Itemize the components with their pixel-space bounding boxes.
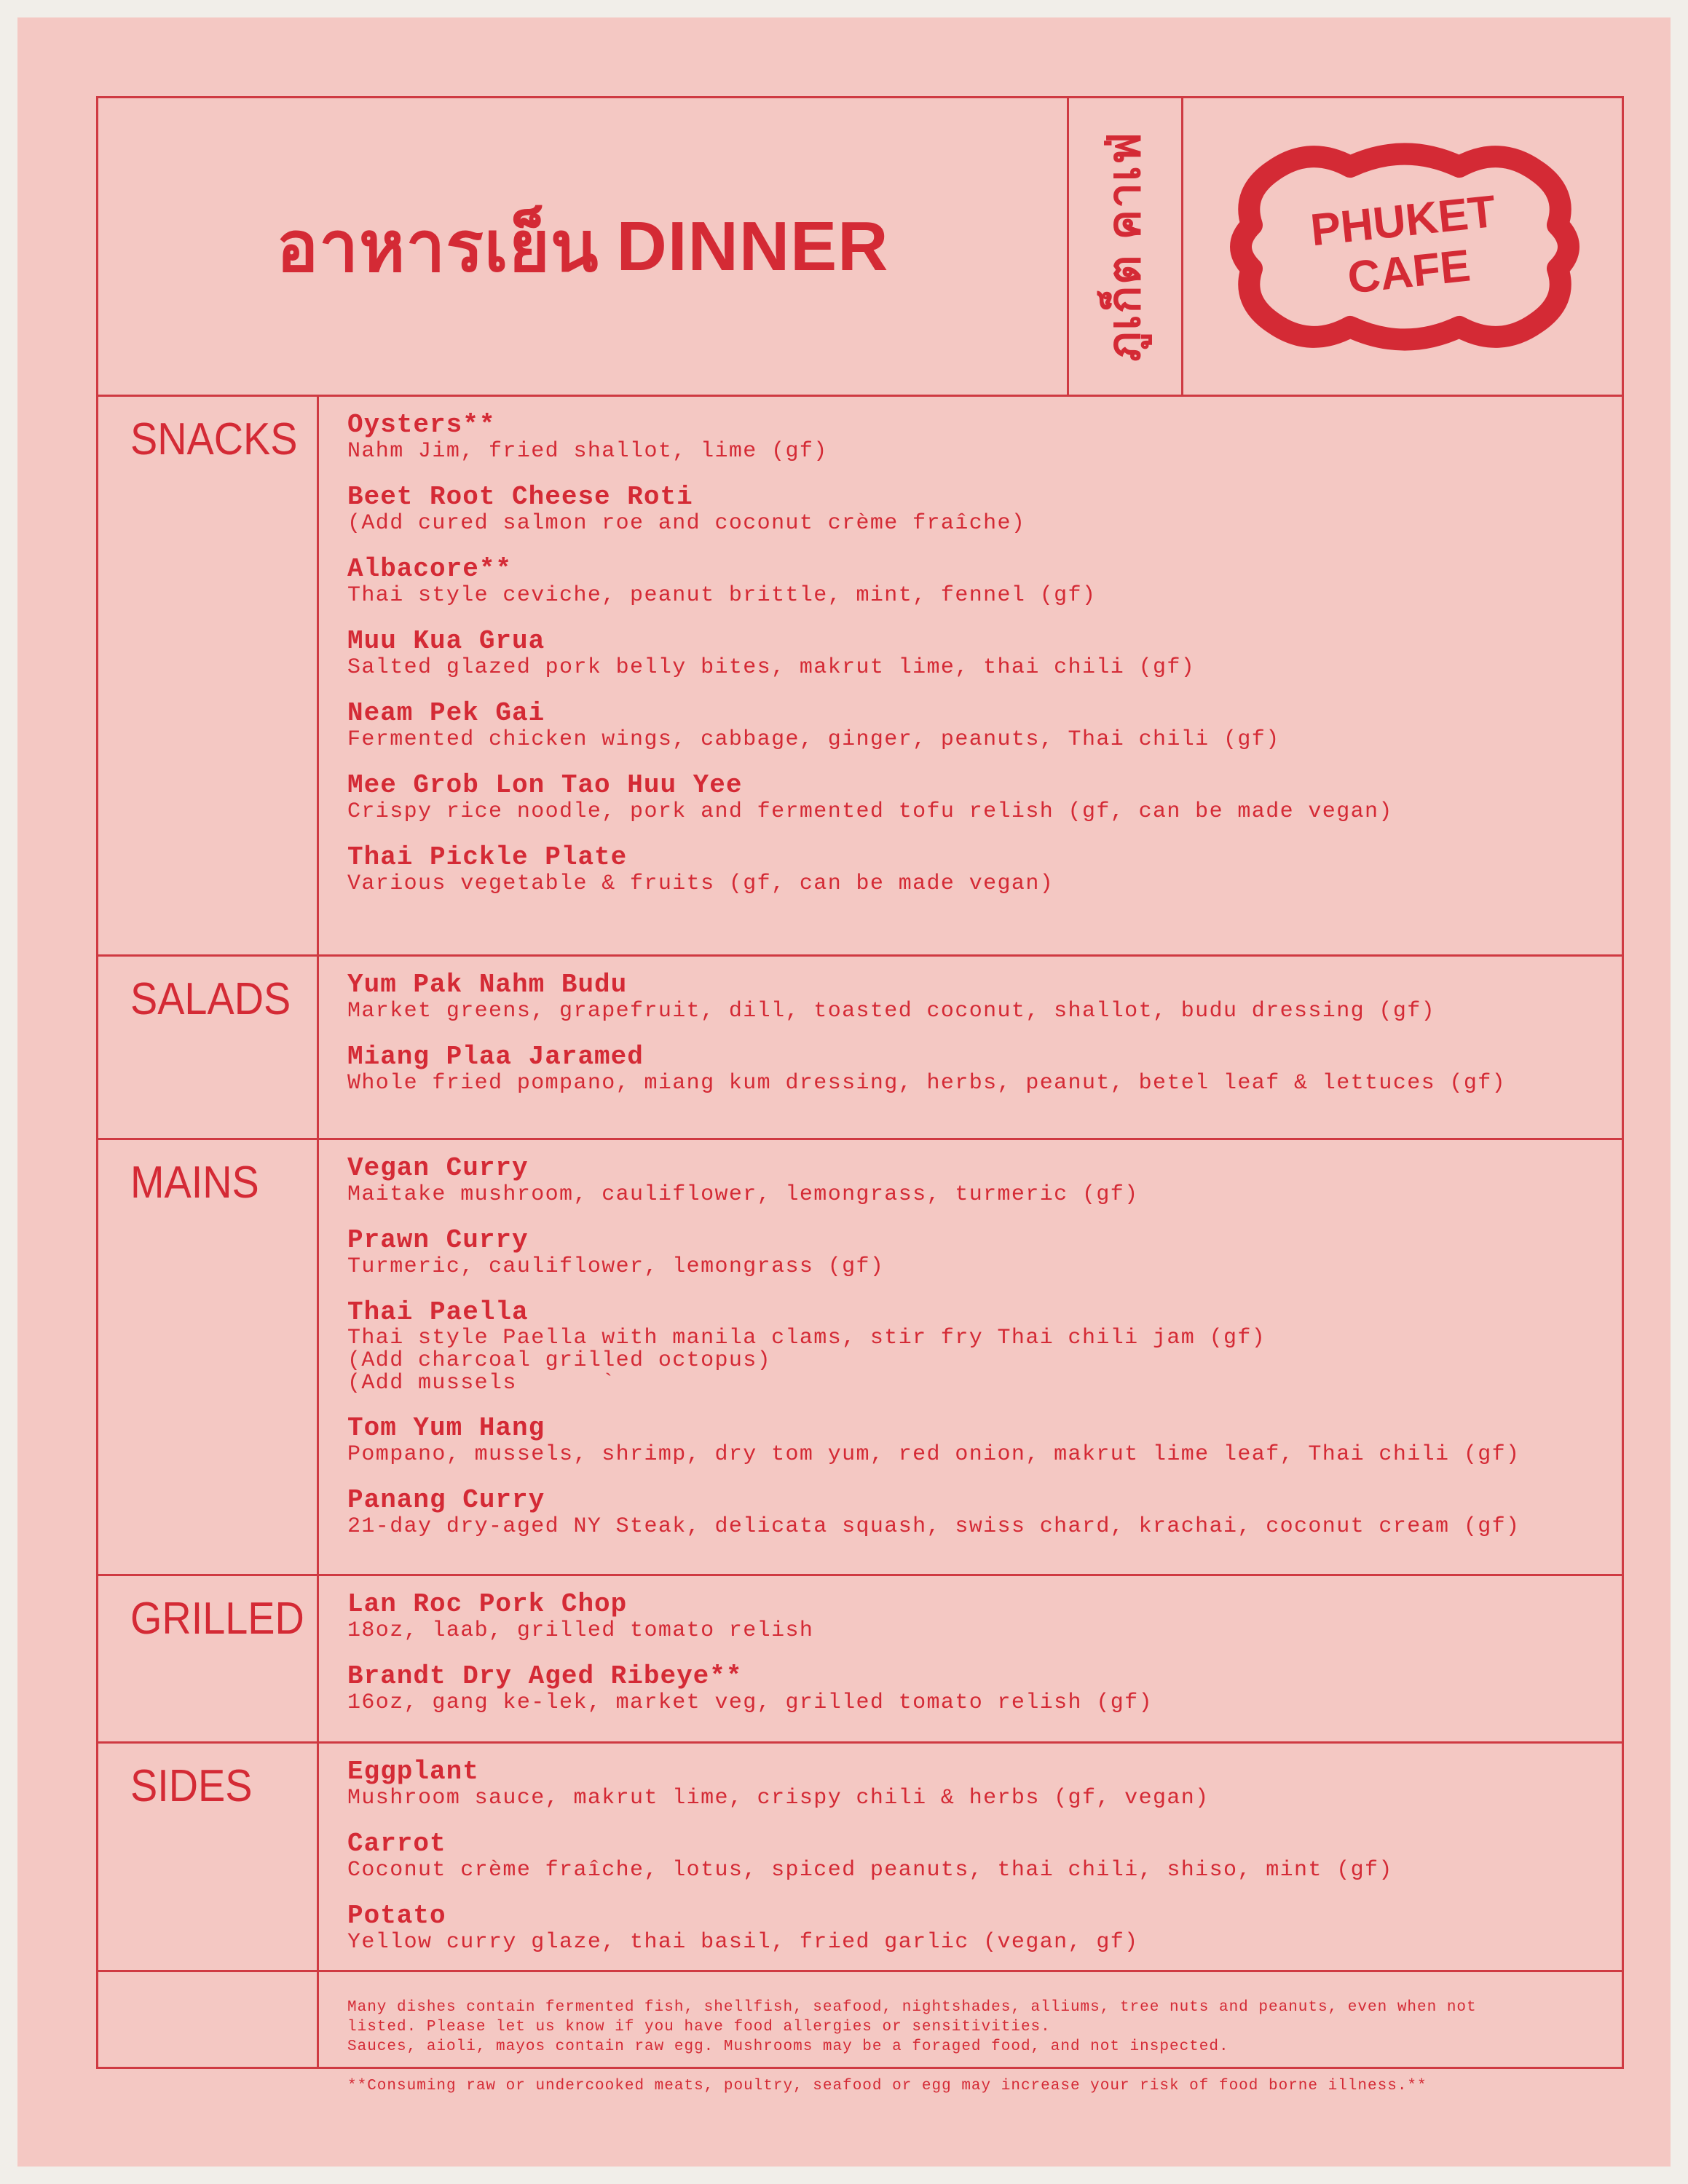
note-line: Many dishes contain fermented fish, shellfish, seafood, nightshades, alliums, tree nuts and peanuts, even when not [347, 1999, 1477, 2016]
item-desc: Various vegetable & fruits (gf, can be made vegan) [347, 871, 1054, 896]
item-list [347, 411, 1607, 915]
item-name: Brandt Dry Aged Ribeye** [347, 1661, 743, 1691]
item-desc: Turmeric, cauliflower, lemongrass (gf) [347, 1254, 885, 1279]
item-desc: (Add cured salmon roe and coconut crème fraîche) [347, 511, 1026, 536]
item-list [347, 1154, 1607, 1558]
title-thai: อาหารเย็น [276, 207, 599, 286]
item-name: Yum Pak Nahm Budu [347, 970, 628, 1000]
item-desc: 18oz, laab, grilled tomato relish [347, 1618, 814, 1643]
item-desc: 21-day dry-aged NY Steak, delicata squash, swiss chard, krachai, coconut cream (gf) [347, 1514, 1521, 1539]
menu-item [347, 1298, 1607, 1395]
menu-item [347, 771, 1607, 824]
item-name: Tom Yum Hang [347, 1413, 545, 1443]
menu-item [347, 1042, 1607, 1096]
item-name: Mee Grob Lon Tao Huu Yee [347, 770, 743, 800]
item-desc: Thai style Paella with manila clams, stir fry Thai chili jam (gf) (Add charcoal grilled octopus) (Add mussels ` [347, 1326, 1266, 1396]
note-line: **Consuming raw or undercooked meats, poultry, seafood or egg may increase your risk of food borne illness.** [347, 2078, 1427, 2094]
section-grilled [98, 1574, 1622, 1741]
note-line: Sauces, aioli, mayos contain raw egg. Mushrooms may be a foraged food, and not inspected. [347, 2038, 1229, 2055]
item-desc: Coconut crème fraîche, lotus, spiced peanuts, thai chili, shiso, mint (gf) [347, 1858, 1393, 1883]
item-name: Albacore** [347, 554, 513, 584]
vertical-thai-text: ภูเก็ต คาเฟ่ [1100, 131, 1150, 362]
item-desc: Market greens, grapefruit, dill, toasted coconut, shallot, budu dressing (gf) [347, 999, 1436, 1024]
title-english: DINNER [616, 207, 889, 285]
menu-frame [96, 96, 1624, 2094]
menu-item [347, 1757, 1607, 1811]
section-sides [98, 1741, 1622, 1970]
item-desc: Fermented chicken wings, cabbage, ginger, peanuts, Thai chili (gf) [347, 727, 1280, 752]
section-label: SALADS [130, 974, 291, 1024]
item-name: Vegan Curry [347, 1153, 529, 1183]
allergy-notes [347, 1998, 1593, 2096]
menu-item [347, 1590, 1607, 1643]
item-name: Neam Pek Gai [347, 698, 545, 728]
item-name: Panang Curry [347, 1485, 545, 1515]
item-name: Oysters** [347, 410, 496, 440]
item-desc: Mushroom sauce, makrut lime, crispy chili & herbs (gf, vegan) [347, 1786, 1210, 1811]
item-name: Prawn Curry [347, 1225, 529, 1255]
item-name: Thai Paella [347, 1297, 529, 1327]
logo-badge-icon [1223, 138, 1587, 356]
item-name: Beet Root Cheese Roti [347, 482, 693, 512]
menu-item [347, 1226, 1607, 1279]
menu-item [347, 1414, 1607, 1467]
item-name: Lan Roc Pork Chop [347, 1589, 628, 1619]
item-desc: Maitake mushroom, cauliflower, lemongrass, turmeric (gf) [347, 1182, 1139, 1207]
menu-page [17, 17, 1671, 2167]
logo-line1: PHUKET [1308, 186, 1499, 256]
item-desc: Pompano, mussels, shrimp, dry tom yum, red onion, makrut lime leaf, Thai chili (gf) [347, 1442, 1521, 1467]
item-name: Thai Pickle Plate [347, 842, 628, 872]
menu-item [347, 411, 1607, 464]
item-list [347, 1757, 1607, 1974]
section-mains [98, 1138, 1622, 1574]
item-list [347, 1590, 1607, 1734]
menu-title [98, 98, 1067, 395]
section-label: SNACKS [130, 414, 298, 464]
menu-item [347, 1486, 1607, 1539]
item-name: Potato [347, 1901, 446, 1931]
menu-item [347, 843, 1607, 896]
item-list [347, 970, 1607, 1115]
item-desc: Whole fried pompano, miang kum dressing, herbs, peanut, betel leaf & lettuces (gf) [347, 1071, 1507, 1096]
menu-item [347, 627, 1607, 680]
item-desc: Nahm Jim, fried shallot, lime (gf) [347, 439, 828, 464]
note-line: listed. Please let us know if you have food allergies or sensitivities. [347, 2019, 1051, 2035]
phuket-cafe-logo [1183, 98, 1626, 395]
menu-item [347, 1829, 1607, 1883]
item-desc: Thai style ceviche, peanut brittle, mint, fennel (gf) [347, 583, 1097, 608]
vertical-thai-name [1067, 98, 1183, 395]
item-desc: 16oz, gang ke-lek, market veg, grilled tomato relish (gf) [347, 1690, 1153, 1715]
menu-item [347, 1902, 1607, 1955]
menu-item [347, 1154, 1607, 1207]
item-desc: Salted glazed pork belly bites, makrut lime, thai chili (gf) [347, 655, 1196, 680]
footer-notes-section [98, 1970, 1622, 2094]
menu-item [347, 699, 1607, 752]
item-name: Carrot [347, 1829, 446, 1859]
menu-item [347, 483, 1607, 536]
item-desc: Crispy rice noodle, pork and fermented tofu relish (gf, can be made vegan) [347, 799, 1393, 824]
item-name: Muu Kua Grua [347, 626, 545, 656]
menu-item [347, 970, 1607, 1024]
section-label: MAINS [130, 1158, 259, 1208]
menu-item [347, 555, 1607, 608]
section-label: GRILLED [130, 1594, 304, 1644]
section-label: SIDES [130, 1761, 253, 1811]
menu-item [347, 1662, 1607, 1715]
item-name: Eggplant [347, 1757, 479, 1787]
logo-line2: CAFE [1345, 240, 1473, 304]
item-name: Miang Plaa Jaramed [347, 1042, 644, 1072]
section-salads [98, 954, 1622, 1138]
item-desc: Yellow curry glaze, thai basil, fried garlic (vegan, gf) [347, 1930, 1139, 1955]
section-snacks [98, 395, 1622, 954]
